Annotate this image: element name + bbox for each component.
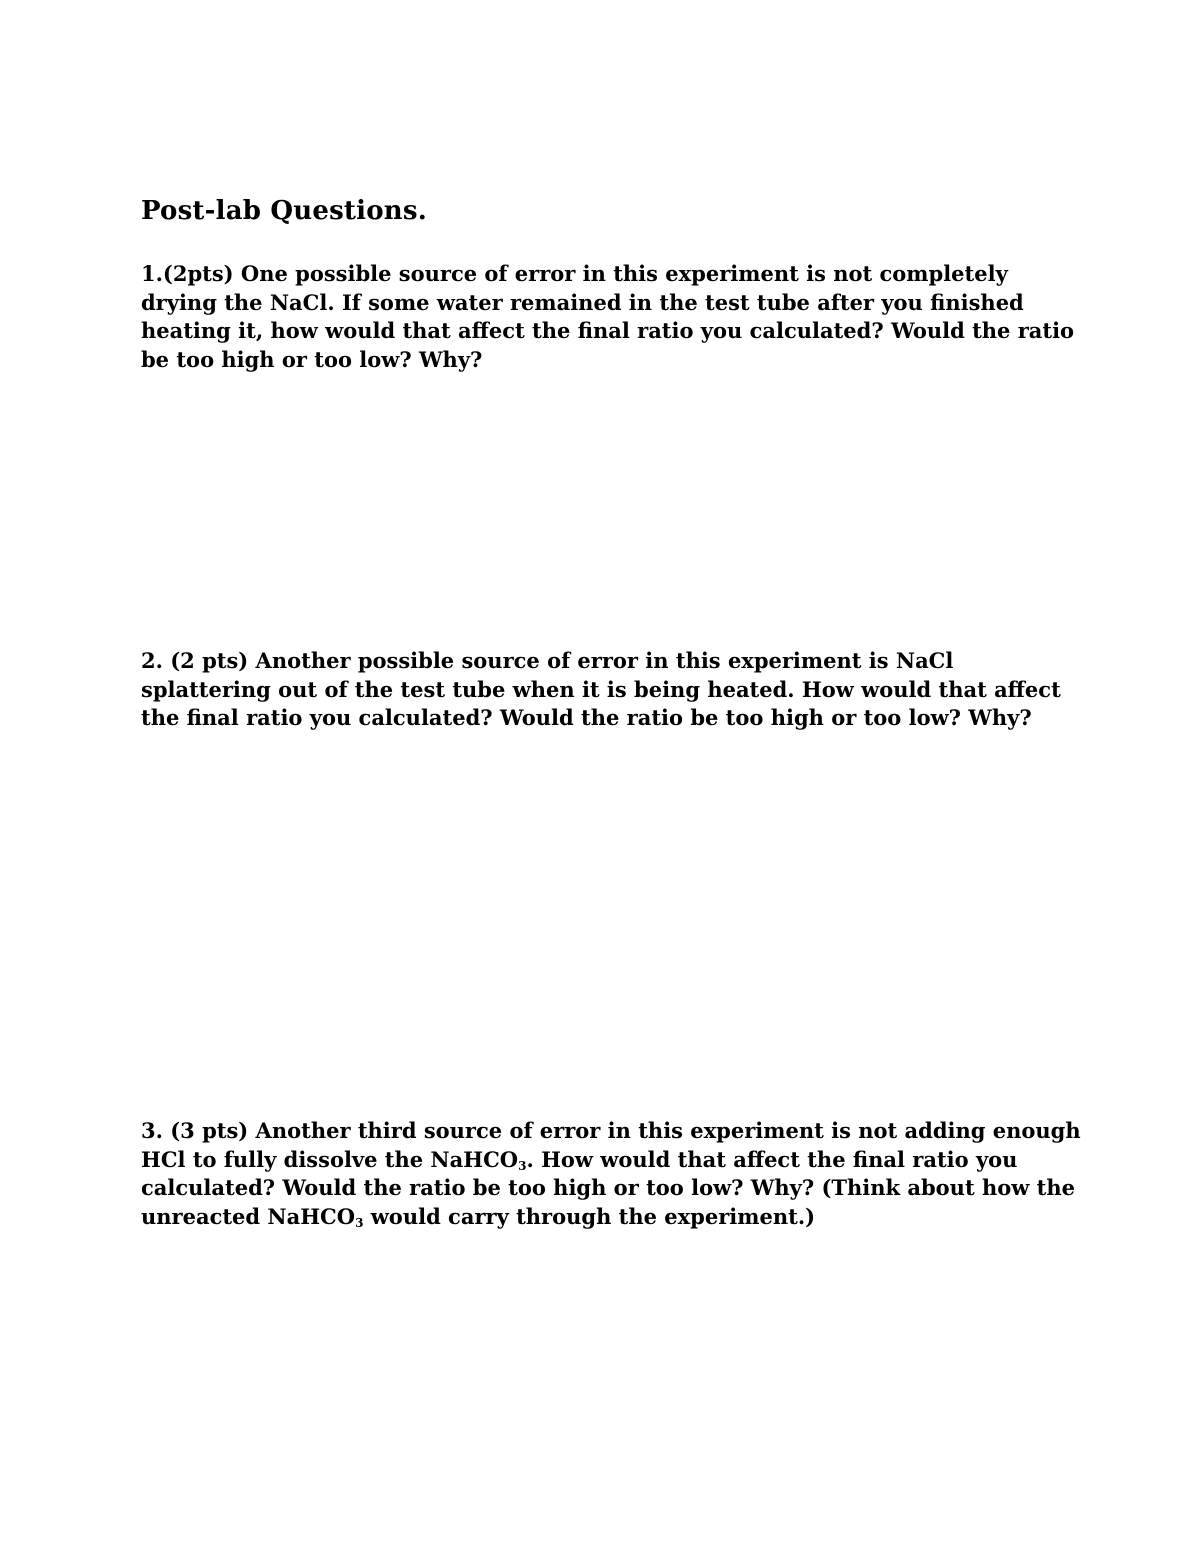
question-3-line-4-end: would carry through the experiment.) xyxy=(363,1203,816,1229)
question-1-line-4: be too high or too low? Why? xyxy=(141,346,483,372)
question-1-line-3: heating it, how would that affect the final ratio you calculated? Would the ratio xyxy=(141,318,1075,343)
nahco3-subscript: 3 xyxy=(355,1215,364,1230)
question-2-line-1: 2. (2 pts) Another possible source of error in this experiment is NaCl xyxy=(141,648,954,673)
question-3-line-4-start: unreacted NaHCO xyxy=(141,1203,356,1229)
question-3 xyxy=(141,1117,1081,1231)
question-3-line-2-end: . How would that affect the final ratio you xyxy=(526,1146,1018,1172)
question-3-line-1: 3. (3 pts) Another third source of error in this experiment is not adding enough xyxy=(141,1118,1081,1143)
question-2-line-2: splattering out of the test tube when it is being heated. How would that affect xyxy=(141,676,1061,702)
question-3-line-2-start: HCl to fully dissolve the NaHCO xyxy=(141,1146,519,1172)
page-title: Post-lab Questions. xyxy=(141,196,427,226)
question-3-line-3: calculated? Would the ratio be too high or too low? Why? (Think about how the xyxy=(141,1175,1075,1200)
question-1-line-2: drying the NaCl. If some water remained in the test tube after you finished xyxy=(141,289,1024,315)
question-2 xyxy=(141,647,1081,733)
question-1 xyxy=(141,260,1081,374)
question-3-line-4 xyxy=(141,1203,1081,1232)
nahco3-subscript: 3 xyxy=(518,1158,527,1173)
question-2-line-3: the final ratio you calculated? Would the ratio be too high or too low? Why? xyxy=(141,705,1032,730)
question-1-line-1: 1.(2pts) One possible source of error in this experiment is not completely xyxy=(141,261,1008,286)
question-3-line-2 xyxy=(141,1146,1081,1175)
